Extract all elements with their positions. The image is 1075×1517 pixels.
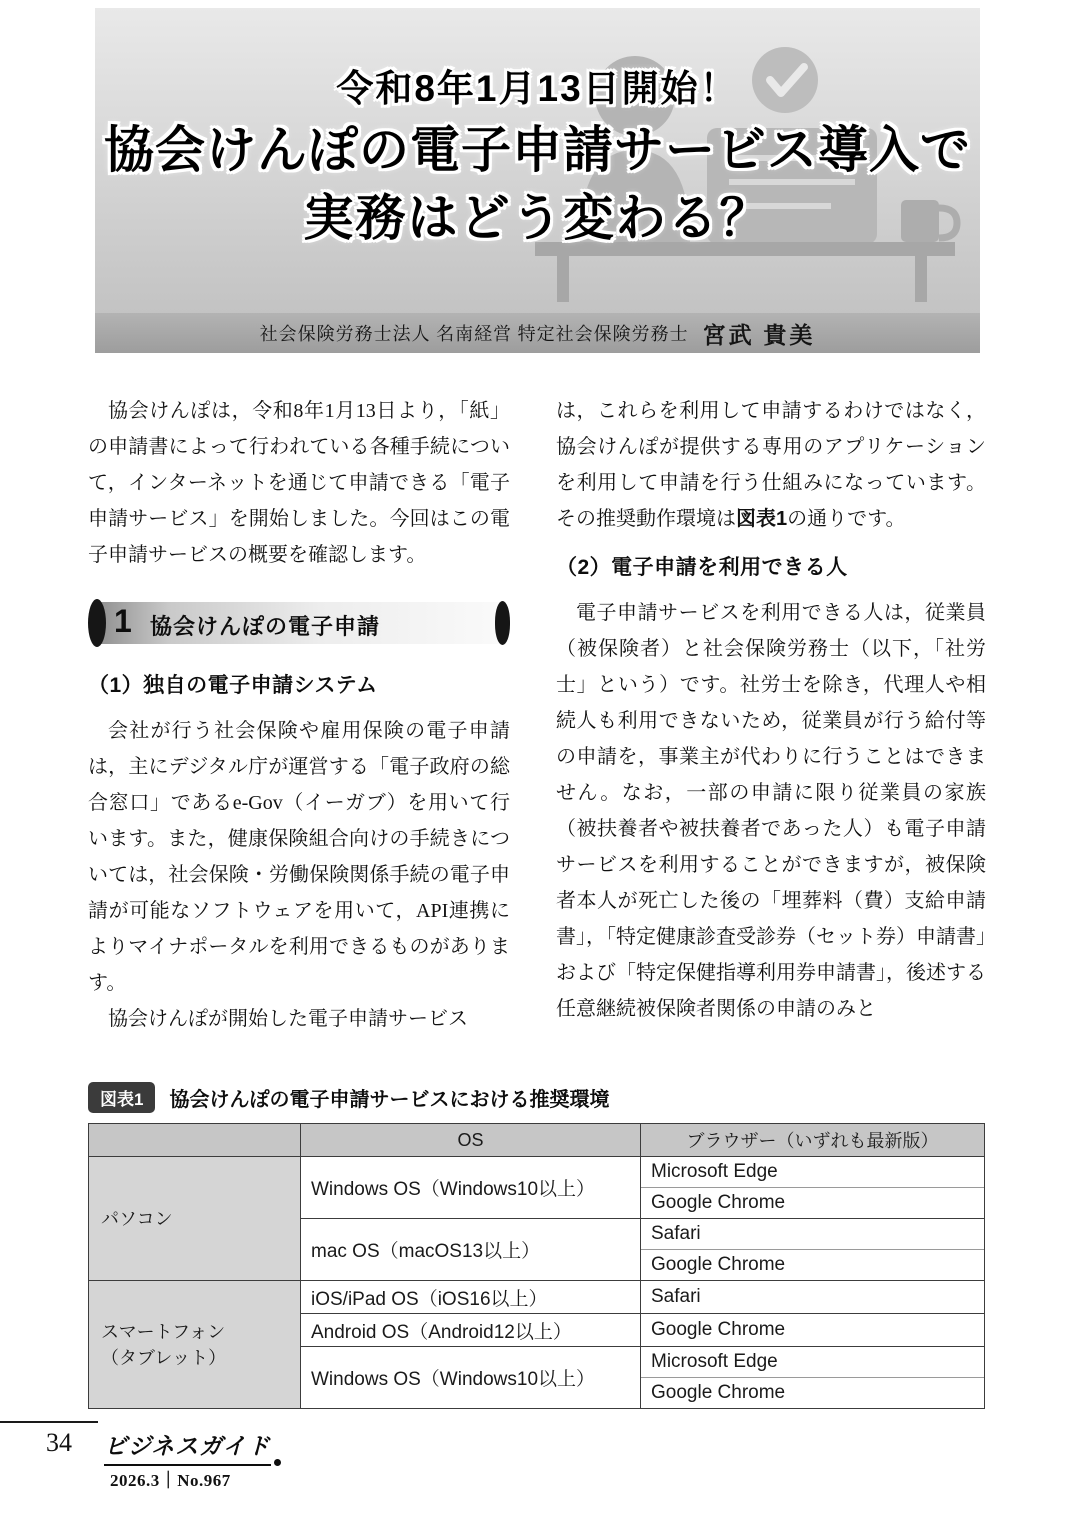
ribbon-left-cap [88, 599, 106, 647]
os-cell: mac OS（macOS13以上） [301, 1219, 641, 1281]
device-label-line: スマートフォン [101, 1321, 226, 1342]
header-title-line2: 実務はどう変わる？ [303, 190, 772, 246]
browser-line: Google Chrome [651, 1319, 786, 1340]
os-cell: iOS/iPad OS（iOS16以上） [301, 1281, 641, 1314]
intro-paragraph: 協会けんぽは，令和8年1月13日より，「紙」の申請書によって行われている各種手続について，インターネットを通じて申請できる「電子申請サービス」を開始しました。今回はこの電子申請サービスの概要を確認します。 [88, 400, 510, 566]
header-banner [95, 8, 980, 313]
subsection-2-paragraph: 電子申請サービスを利用できる人は，従業員（被保険者）と社会保険労務士（以下，「社労士」という）です。社労士を除き，代理人や相続人も利用できないため，従業員が行う給付等の申請を，事業主が代わりに行うことはできません。なお，一部の申請に限り従業員の家族（被扶養者や被扶養者であった人）も電子申請サービスを利用することができますが，被保険者本人が死亡した後の「埋葬料（費）支給申請書」，「特定健康診査受診券（セット券）申請書」および「特定保健指導利用券申請書」，後述する任意継続被保険者関係の申請のみと [556, 602, 986, 1020]
browser-line: Safari [651, 1223, 701, 1244]
recommended-environment-table [88, 1123, 985, 1409]
subsection-1-title: （1）独自の電子申請システム [88, 674, 378, 697]
header-cell-browser: ブラウザー（いずれも最新版） [641, 1124, 985, 1157]
browser-cell [641, 1347, 985, 1409]
device-label-pc [89, 1157, 301, 1281]
browser-cell [641, 1281, 985, 1314]
section-title: 協会けんぽの電子申請 [150, 614, 381, 639]
section-1-heading [88, 599, 510, 647]
browser-line: Safari [651, 1286, 701, 1307]
table-row [89, 1281, 985, 1314]
ribbon-right-cap [495, 601, 510, 645]
browser-line: Microsoft Edge [651, 1161, 778, 1182]
figure-title: 協会けんぽの電子申請サービスにおける推奨環境 [169, 1089, 610, 1111]
table-header-row [89, 1124, 985, 1157]
author-title: 社会保険労務士法人 名南経営 特定社会保険労務士 [259, 324, 689, 344]
header-subtitle: 令和8年1月13日開始！ [336, 68, 739, 109]
footer-rule [0, 1421, 98, 1423]
browser-line: Google Chrome [641, 1377, 984, 1408]
browser-cell [641, 1157, 985, 1219]
businessguide-logo [104, 1428, 281, 1466]
header-cell-device [89, 1124, 301, 1157]
browser-cell [641, 1219, 985, 1281]
table-row [89, 1157, 985, 1219]
subsection-2-title: （2）電子申請を利用できる人 [556, 556, 848, 579]
header-title-line1: 協会けんぽの電子申請サービス導入で [104, 122, 971, 178]
issue-info: 2026.3｜No.967 [110, 1471, 231, 1490]
device-label-line: （タブレット） [101, 1347, 227, 1368]
page-number: 34 [46, 1428, 72, 1457]
subsection-1-paragraph: 会社が行う社会保険や雇用保険の電子申請は，主にデジタル庁が運営する「電子政府の総合窓口」であるe-Gov（イーガブ）を用いて行います。また，健康保険組合向けの手続きについては，社会保険・労働保険関係手続の電子申請が可能なソフトウェアを用いて，API連携によりマイナポータルを利用できるものがあります。 [88, 720, 510, 994]
author-bar [95, 313, 980, 353]
browser-line: Microsoft Edge [651, 1351, 778, 1372]
browser-line: Google Chrome [641, 1187, 984, 1218]
browser-line: Google Chrome [641, 1249, 984, 1280]
figure-1-reference: 図表1 [736, 508, 788, 530]
author-name: 宮武 貴美 [702, 322, 816, 348]
figure-badge: 図表1 [88, 1082, 155, 1113]
header-cell-os: OS [301, 1124, 641, 1157]
browser-cell [641, 1314, 985, 1347]
logo-text: ビジネスガイド [104, 1428, 271, 1466]
device-label-smartphone [89, 1281, 301, 1409]
os-cell: Windows OS（Windows10以上） [301, 1157, 641, 1219]
continuation-text-post: の通りです。 [787, 508, 906, 530]
os-cell: Android OS（Android12以上） [301, 1314, 641, 1347]
logo-dot-icon [274, 1459, 281, 1466]
section-number: 1 [114, 603, 132, 639]
continuation-paragraph [556, 393, 986, 537]
column-left [88, 393, 510, 1069]
figure-1-area [88, 1082, 985, 1409]
column-right [556, 393, 986, 1069]
subsection-1-paragraph-2: 協会けんぽが開始した電子申請サービス [108, 1008, 468, 1030]
continuation-text-pre: は，これらを利用して申請するわけではなく，協会けんぽが提供する専用のアプリケーションを利用して申請を行う仕組みになっています。その推奨動作環境は [556, 400, 986, 530]
figure-caption [88, 1082, 985, 1113]
device-label-line: パソコン [101, 1208, 173, 1229]
os-cell: Windows OS（Windows10以上） [301, 1347, 641, 1409]
